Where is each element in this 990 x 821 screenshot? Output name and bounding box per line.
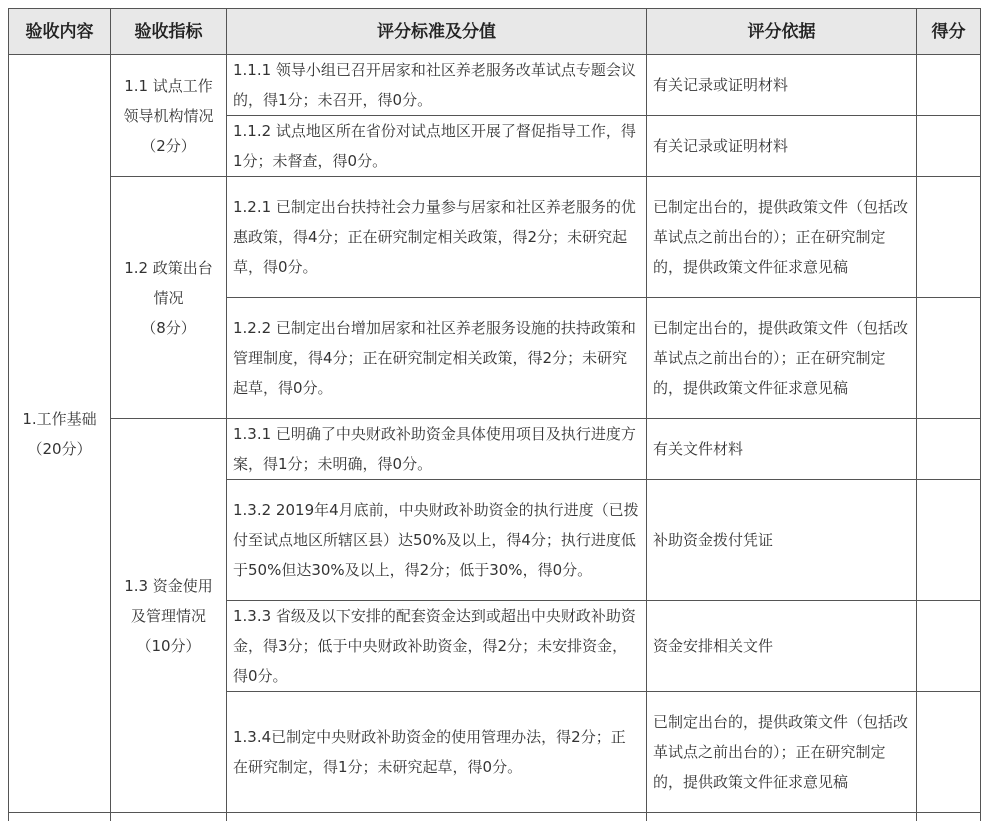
score-cell[interactable] (917, 692, 981, 813)
continuation-cell (227, 813, 647, 821)
table-row (9, 419, 981, 480)
header-standard: 评分标准及分值 (227, 9, 647, 55)
indicator-cell (111, 177, 227, 419)
table-row (9, 177, 981, 298)
indicator-points: （2分） (141, 137, 196, 155)
score-cell[interactable] (917, 601, 981, 692)
basis-cell: 已制定出台的，提供政策文件（包括改革试点之前出台的）；正在研究制定的，提供政策文件征求意见稿 (647, 298, 917, 419)
header-indicator: 验收指标 (111, 9, 227, 55)
indicator-cell (111, 419, 227, 813)
standard-cell: 1.3.3 省级及以下安排的配套资金达到或超出中央财政补助资金，得3分；低于中央财政补助资金，得2分；未安排资金，得0分。 (227, 601, 647, 692)
table-row (9, 55, 981, 116)
standard-cell: 1.2.2 已制定出台增加居家和社区养老服务设施的扶持政策和管理制度，得4分；正在研究制定相关政策，得2分；未研究起草，得0分。 (227, 298, 647, 419)
standard-cell: 1.3.1 已明确了中央财政补助资金具体使用项目及执行进度方案，得1分；未明确，得0分。 (227, 419, 647, 480)
section-points: （20分） (27, 440, 91, 458)
basis-cell: 有关记录或证明材料 (647, 55, 917, 116)
standard-cell: 1.2.1 已制定出台扶持社会力量参与居家和社区养老服务的优惠政策，得4分；正在研究制定相关政策，得2分；未研究起草，得0分。 (227, 177, 647, 298)
basis-cell: 已制定出台的，提供政策文件（包括改革试点之前出台的）；正在研究制定的，提供政策文件征求意见稿 (647, 177, 917, 298)
continuation-cell (111, 813, 227, 821)
basis-cell: 有关记录或证明材料 (647, 116, 917, 177)
table-row-continuation (9, 813, 981, 821)
indicator-name: 1.2 政策出台情况 (124, 259, 213, 307)
section-name: 1.工作基础 (22, 410, 96, 428)
acceptance-criteria-table (8, 8, 981, 821)
standard-cell: 1.1.2 试点地区所在省份对试点地区开展了督促指导工作，得1分；未督查，得0分。 (227, 116, 647, 177)
header-score: 得分 (917, 9, 981, 55)
score-cell[interactable] (917, 177, 981, 298)
score-cell[interactable] (917, 298, 981, 419)
continuation-cell (917, 813, 981, 821)
indicator-name: 1.3 资金使用及管理情况 (124, 577, 213, 625)
basis-cell: 已制定出台的，提供政策文件（包括改革试点之前出台的）；正在研究制定的，提供政策文件征求意见稿 (647, 692, 917, 813)
score-cell[interactable] (917, 480, 981, 601)
standard-cell: 1.3.4已制定中央财政补助资金的使用管理办法，得2分；正在研究制定，得1分；未研究起草，得0分。 (227, 692, 647, 813)
score-cell[interactable] (917, 116, 981, 177)
section-cell (9, 55, 111, 813)
standard-cell: 1.1.1 领导小组已召开居家和社区养老服务改革试点专题会议的，得1分；未召开，得0分。 (227, 55, 647, 116)
header-basis: 评分依据 (647, 9, 917, 55)
basis-cell: 补助资金拨付凭证 (647, 480, 917, 601)
standard-cell: 1.3.2 2019年4月底前，中央财政补助资金的执行进度（已拨付至试点地区所辖区县）达50%及以上，得4分；执行进度低于50%但达30%及以上，得2分；低于30%，得0分。 (227, 480, 647, 601)
header-row (9, 9, 981, 55)
continuation-cell (647, 813, 917, 821)
continuation-cell (9, 813, 111, 821)
score-cell[interactable] (917, 419, 981, 480)
header-content: 验收内容 (9, 9, 111, 55)
indicator-points: （10分） (136, 637, 200, 655)
basis-cell: 有关文件材料 (647, 419, 917, 480)
indicator-name: 1.1 试点工作领导机构情况 (123, 77, 213, 125)
indicator-cell (111, 55, 227, 177)
score-cell[interactable] (917, 55, 981, 116)
indicator-points: （8分） (141, 319, 196, 337)
basis-cell: 资金安排相关文件 (647, 601, 917, 692)
